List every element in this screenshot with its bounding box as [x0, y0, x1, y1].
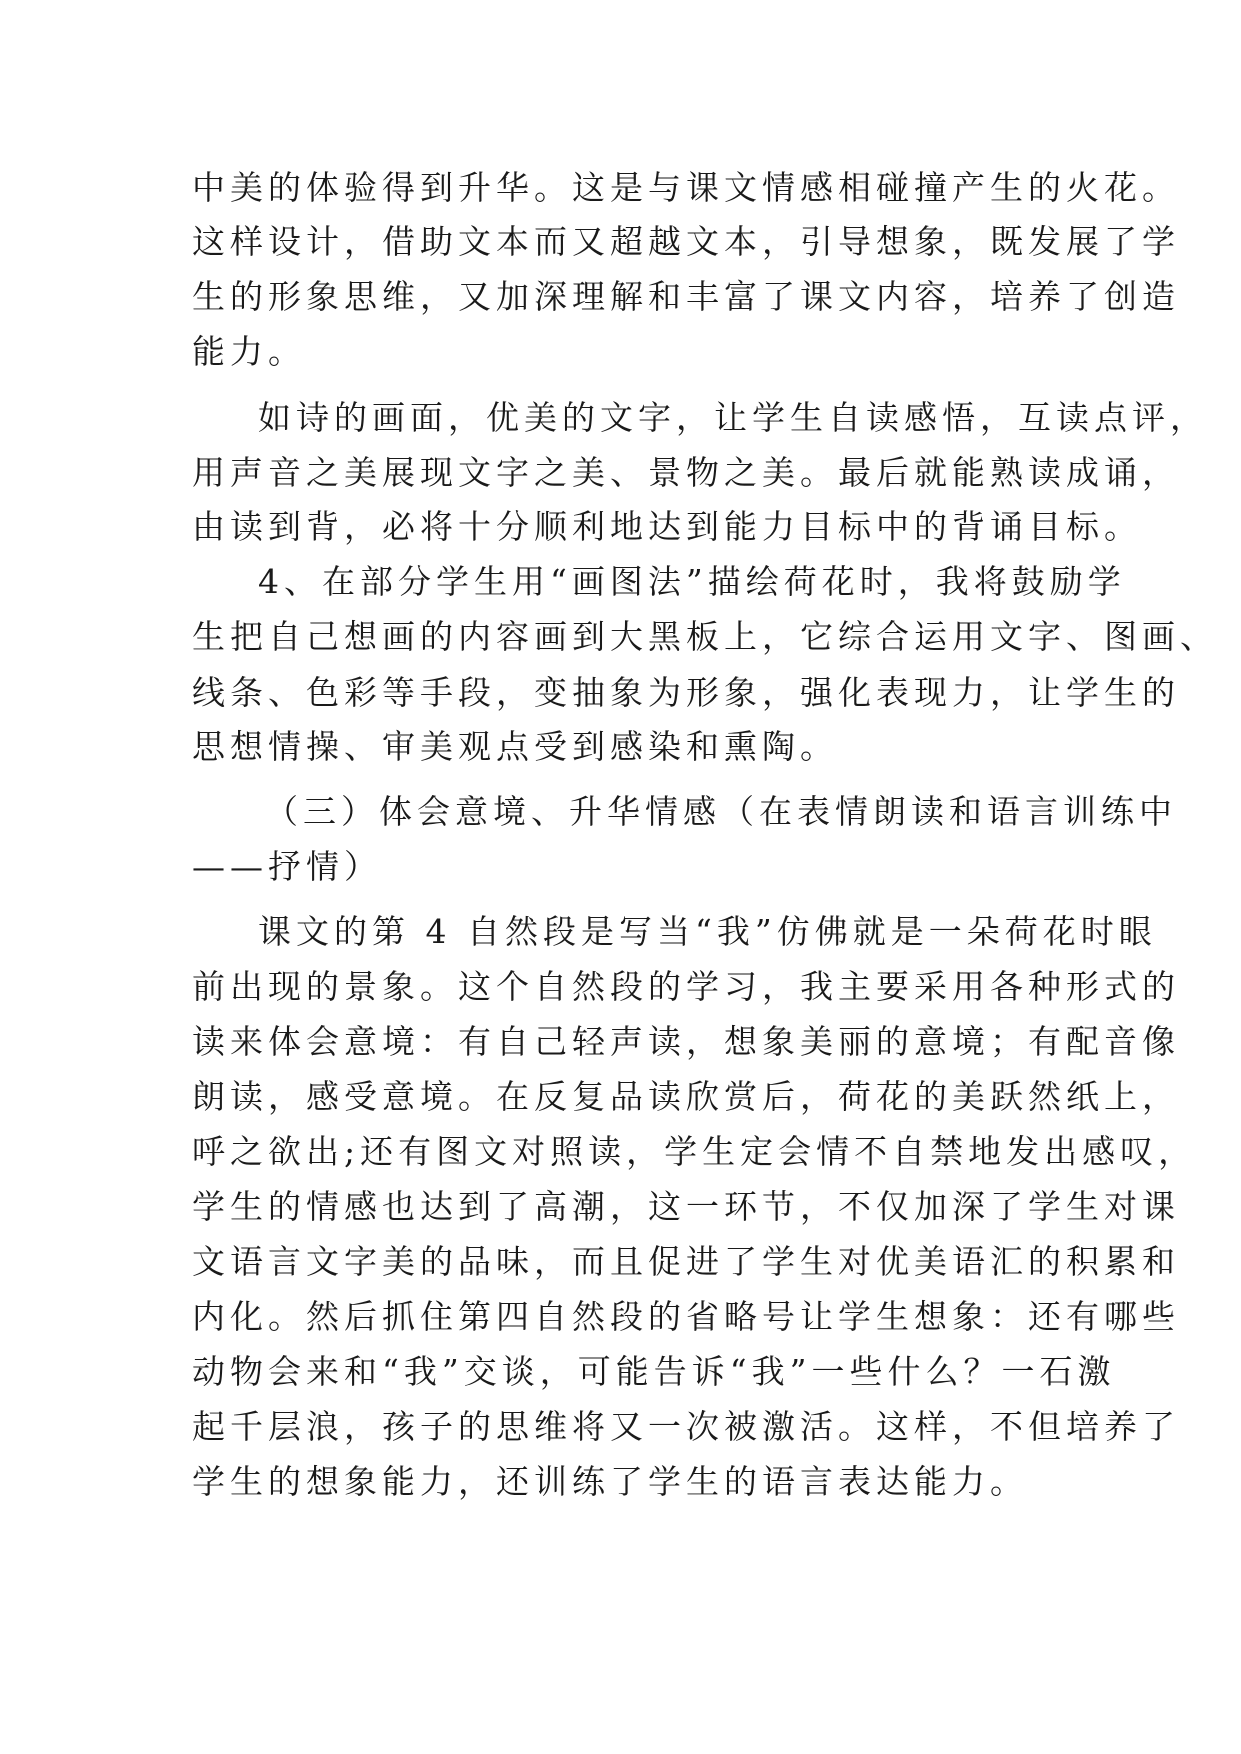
- text-line: 内化。然后抓住第四自然段的省略号让学生想象：还有哪些: [192, 1297, 1180, 1336]
- text-line: 读来体会意境：有自己轻声读，想象美丽的意境；有配音像: [192, 1022, 1180, 1061]
- text-line: 课文的第 4 自然段是写当“我”仿佛就是一朵荷花时眼: [258, 912, 1157, 951]
- text-line: 学生的情感也达到了高潮，这一环节，不仅加深了学生对课: [192, 1187, 1180, 1226]
- text-line: 思想情操、审美观点受到感染和熏陶。: [192, 727, 838, 766]
- text-line: 学生的想象能力，还训练了学生的语言表达能力。: [192, 1462, 1028, 1501]
- text-line: 这样设计，借助文本而又超越文本，引导想象，既发展了学: [192, 222, 1180, 261]
- text-line: 4、在部分学生用“画图法”描绘荷花时，我将鼓励学: [258, 562, 1126, 601]
- text-line: 文语言文字美的品味，而且促进了学生对优美语汇的积累和: [192, 1242, 1180, 1281]
- text-line: 生把自己想画的内容画到大黑板上，它综合运用文字、图画、: [192, 617, 1218, 656]
- text-line: 起千层浪，孩子的思维将又一次被激活。这样，不但培养了: [192, 1407, 1180, 1446]
- text-line: 线条、色彩等手段，变抽象为形象，强化表现力，让学生的: [192, 673, 1180, 712]
- text-line: 能力。: [192, 332, 306, 371]
- text-line: 用声音之美展现文字之美、景物之美。最后就能熟读成诵，: [192, 453, 1180, 492]
- text-line: 前出现的景象。这个自然段的学习，我主要采用各种形式的: [192, 967, 1180, 1006]
- section-heading-continuation: ——抒情）: [192, 847, 382, 886]
- text-line: 呼之欲出;还有图文对照读，学生定会情不自禁地发出感叹，: [192, 1132, 1197, 1171]
- text-line: 朗读，感受意境。在反复品读欣赏后，荷花的美跃然纸上，: [192, 1077, 1180, 1116]
- text-line: 由读到背，必将十分顺利地达到能力目标中的背诵目标。: [192, 507, 1142, 546]
- text-line: 中美的体验得到升华。这是与课文情感相碰撞产生的火花。: [192, 168, 1180, 207]
- text-line: 生的形象思维，又加深理解和丰富了课文内容，培养了创造: [192, 277, 1180, 316]
- text-line: 动物会来和“我”交谈，可能告诉“我”一些什么？一石激: [192, 1352, 1116, 1391]
- text-line: 如诗的画面，优美的文字，让学生自读感悟，互读点评，: [258, 398, 1208, 437]
- section-heading: （三）体会意境、升华情感（在表情朗读和语言训练中: [265, 792, 1177, 831]
